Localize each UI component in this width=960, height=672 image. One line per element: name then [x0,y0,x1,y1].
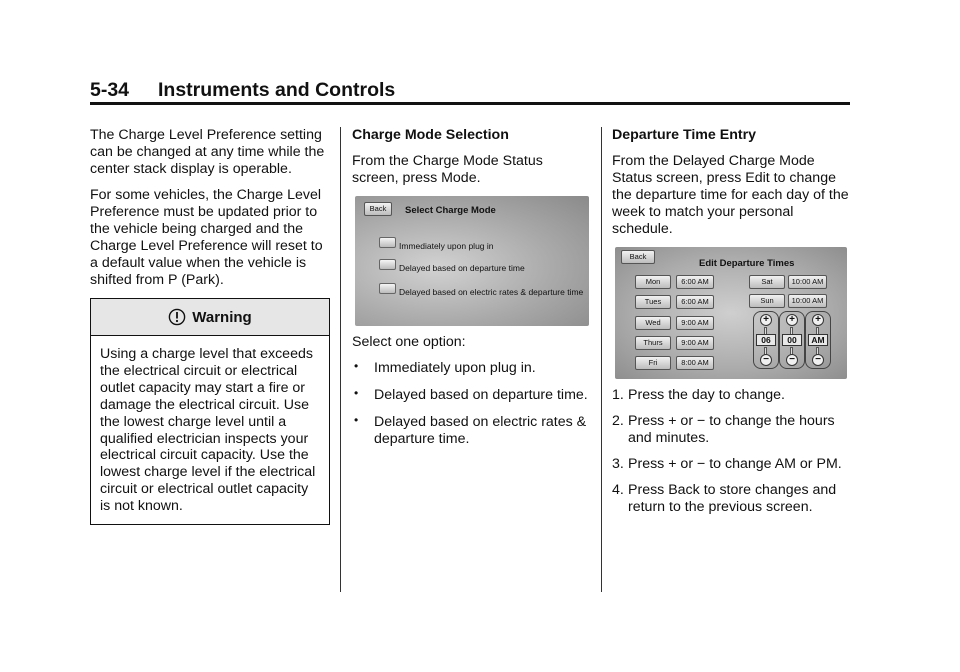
warning-icon [168,308,186,326]
paragraph: From the Delayed Charge Mode Status screen, press Edit to change the departure time for each day of the week to match your personal schedule. [612,153,849,237]
time-display: 6:00 AM [676,295,714,309]
time-display: 10:00 AM [788,294,827,308]
list-item [352,360,592,377]
warning-title-text: Warning [192,308,252,326]
page-number: 5-34 [90,79,130,101]
option-label: Immediately upon plug in [399,241,494,251]
step-text: Press Back to store changes and return to the previous screen. [628,482,837,515]
ampm-value: AM [808,334,828,346]
option-button[interactable] [379,283,396,294]
paragraph: The Charge Level Preference setting can be changed at any time while the center stack display is operable. [90,127,325,177]
list-item [612,482,857,516]
paragraph: From the Charge Mode Status screen, press Mode. [352,153,543,186]
day-button-thurs[interactable]: Thurs [635,336,671,350]
list-item-text: Delayed based on departure time. [374,387,588,403]
departure-times-screen-image [615,247,847,379]
minute-minus-button[interactable]: − [786,354,798,366]
option-label: Delayed based on departure time [399,263,525,273]
day-button-mon[interactable]: Mon [635,275,671,289]
day-button-sat[interactable]: Sat [749,275,785,289]
back-button[interactable]: Back [364,202,392,216]
list-item [612,413,857,447]
bullet-icon: • [354,386,359,400]
minute-value: 00 [782,334,802,346]
time-display: 8:00 AM [676,356,714,370]
day-button-tues[interactable]: Tues [635,295,671,309]
list-item [612,456,857,473]
time-display: 10:00 AM [788,275,827,289]
list-item-text: Immediately upon plug in. [374,360,536,376]
time-display: 9:00 AM [676,336,714,350]
section-heading: Departure Time Entry [612,127,757,143]
warning-body: Using a charge level that exceeds the electrical circuit or electrical outlet capacity may start a fire or damage the electrical circuit. Use the lowest charge level until a qualified electrician inspects your electrical circuit capacity. Use the lowest charge level if the electrical circuit or electrical outlet capacity is not known. [100,346,316,515]
step-number: 2. [612,413,624,429]
steps-list [612,387,857,516]
option-list [352,360,592,448]
column-2 [352,127,592,458]
hour-plus-button[interactable]: + [760,314,772,326]
screen-title: Edit Departure Times [699,258,795,269]
warning-box [90,298,330,525]
time-display: 6:00 AM [676,275,714,289]
paragraph: Select one option: [352,334,466,350]
step-text: Press + or − to change the hours and minutes. [628,413,835,446]
column-divider [601,127,602,592]
step-number: 4. [612,482,624,498]
warning-title [91,299,329,336]
option-label: Delayed based on electric rates & departure time [399,287,584,297]
bullet-icon: • [354,413,359,427]
charge-mode-screen-image [355,196,589,326]
option-button[interactable] [379,259,396,270]
option-button[interactable] [379,237,396,248]
step-number: 3. [612,456,624,472]
screen-title: Select Charge Mode [405,205,496,216]
paragraph: For some vehicles, the Charge Level Preference must be updated prior to the vehicle being charged and the Charge Level Preference will reset to a default value when the vehicle is shifted from P (Park). [90,187,323,288]
minute-plus-button[interactable]: + [786,314,798,326]
day-button-fri[interactable]: Fri [635,356,671,370]
page-header [90,79,396,101]
step-text: Press + or − to change AM or PM. [628,456,842,472]
section-title: Instruments and Controls [158,79,396,101]
back-button[interactable]: Back [621,250,655,264]
time-display: 9:00 AM [676,316,714,330]
day-button-wed[interactable]: Wed [635,316,671,330]
list-item-text: Delayed based on electric rates & departure time. [374,414,587,447]
column-divider [340,127,341,592]
column-1 [90,127,330,525]
ampm-minus-button[interactable]: − [812,354,824,366]
list-item [352,414,592,448]
step-number: 1. [612,387,624,403]
day-button-sun[interactable]: Sun [749,294,785,308]
list-item [612,387,857,404]
hour-minus-button[interactable]: − [760,354,772,366]
hour-value: 06 [756,334,776,346]
header-rule [90,102,850,105]
ampm-plus-button[interactable]: + [812,314,824,326]
list-item [352,387,592,404]
section-heading: Charge Mode Selection [352,127,509,143]
column-3 [612,127,857,525]
bullet-icon: • [354,359,359,373]
step-text: Press the day to change. [628,387,785,403]
